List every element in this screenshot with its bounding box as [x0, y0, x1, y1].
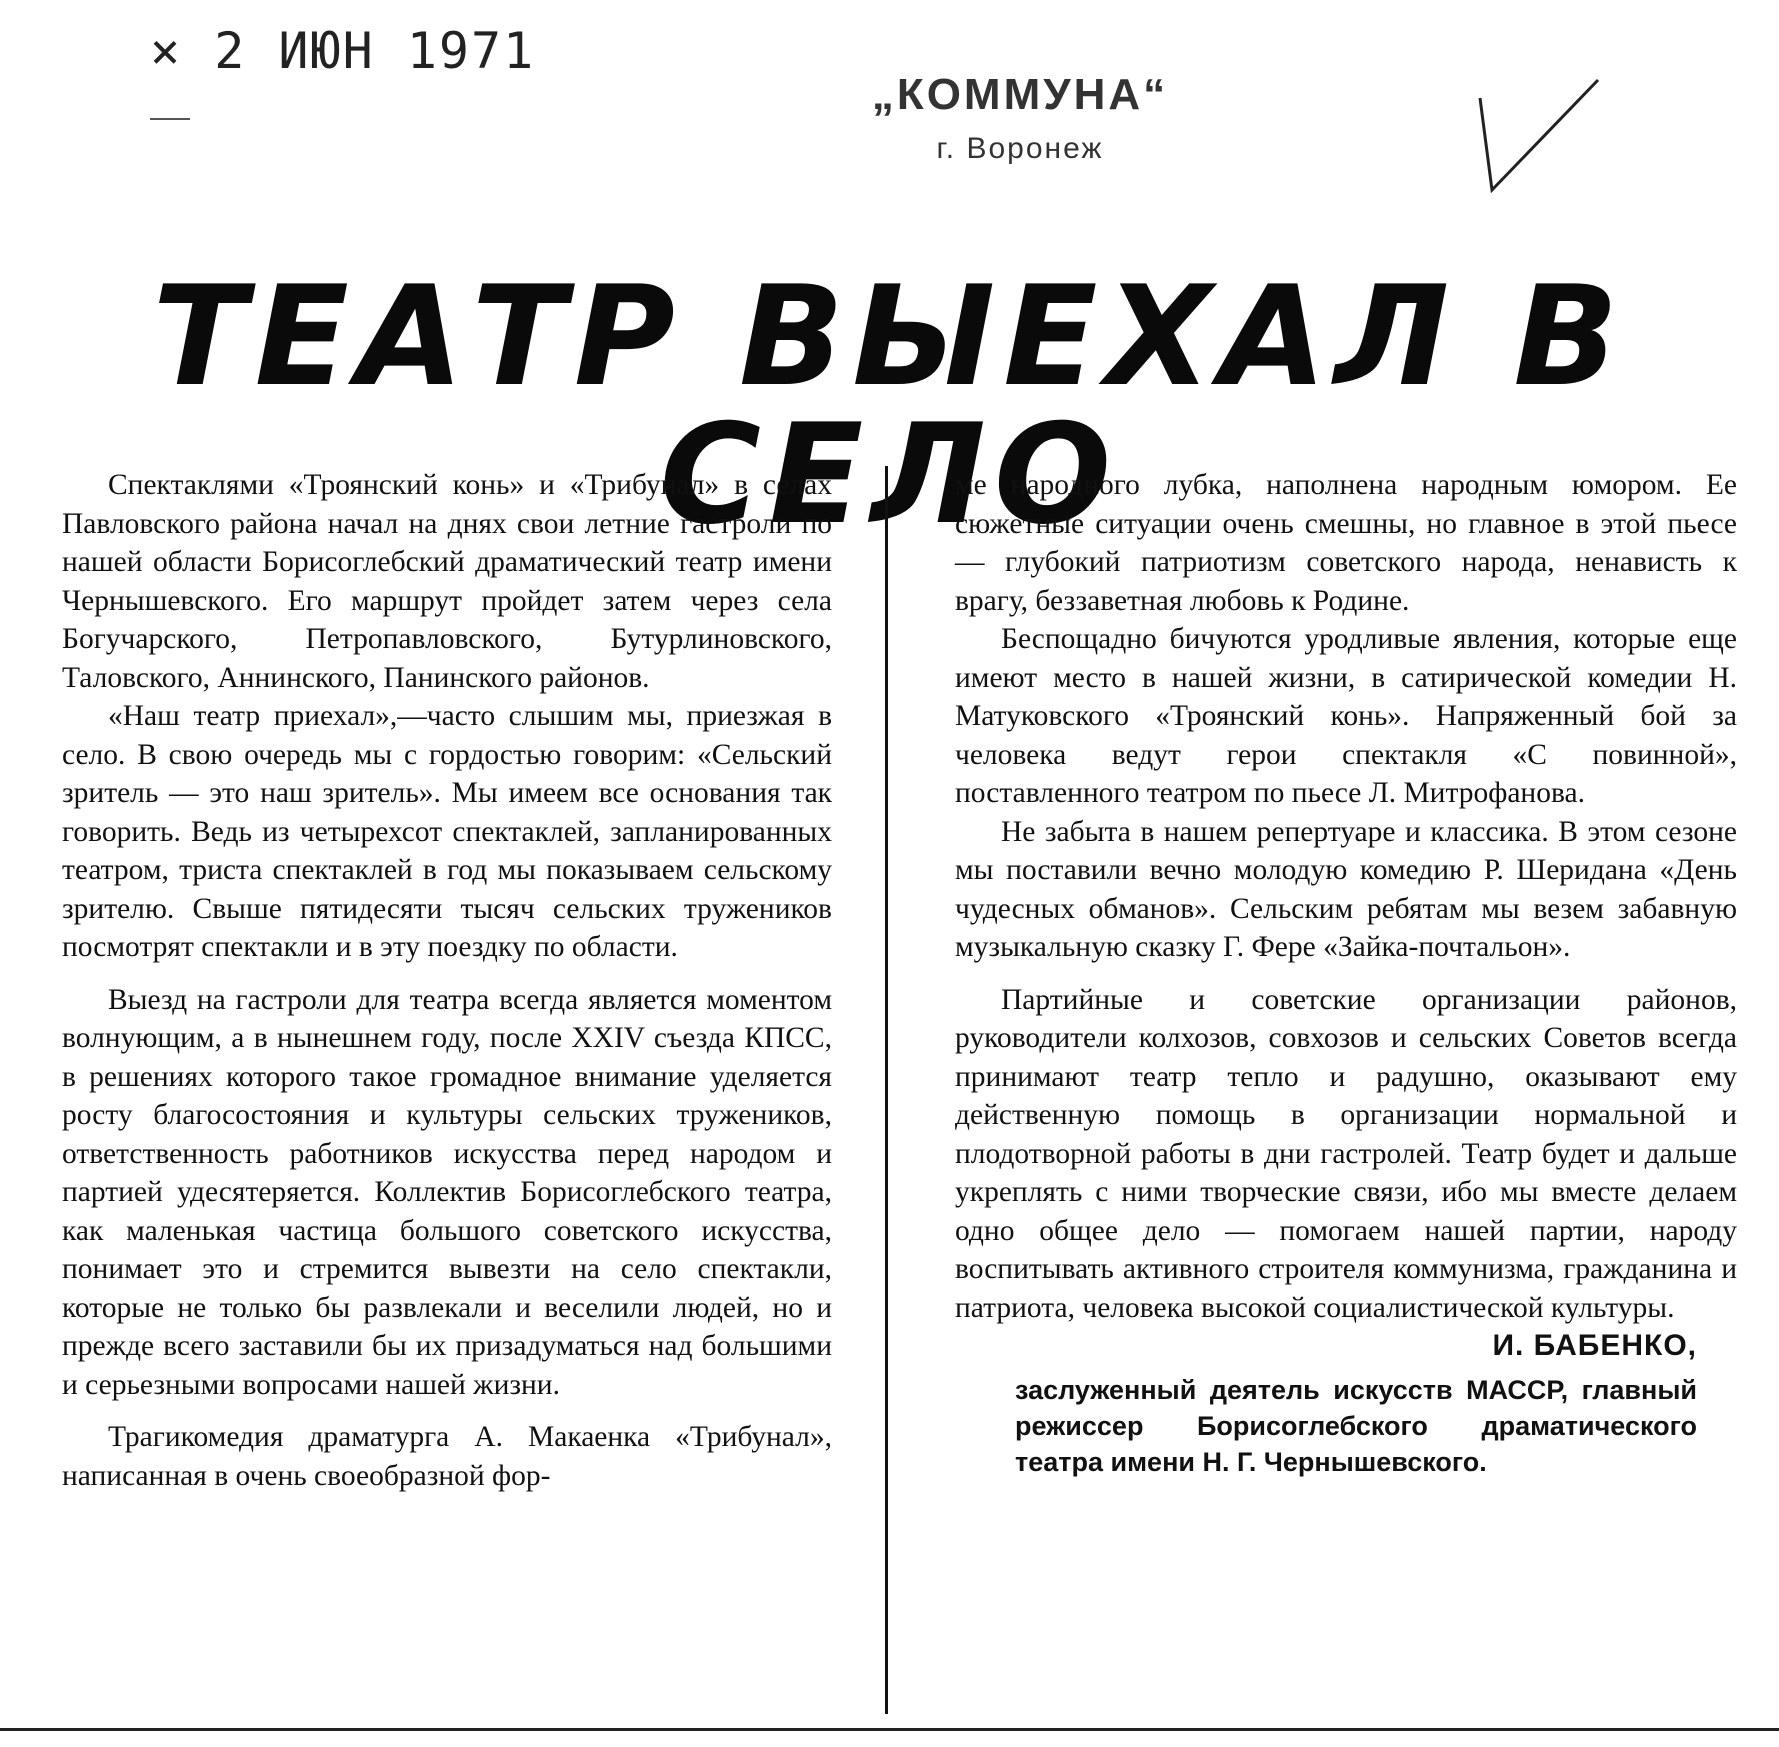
paragraph: Спектаклями «Троянский конь» и «Трибунал» в селах Павловского района начал на днях свои летние гастроли по нашей области Борисоглебский драматический театр имени Чернышевского. Его маршрут пройдет затем через села Богучарского, Петропавловского, Бутурлиновского, Таловского, Аннинского, Панинского районов. — [62, 469, 832, 694]
column-divider — [885, 466, 888, 1714]
newspaper-city: г. Воронеж — [936, 132, 1104, 165]
newspaper-name: „КОММУНА“ — [871, 70, 1169, 119]
newspaper-stamp — [840, 70, 1200, 166]
right-column — [955, 466, 1737, 1480]
bottom-rule — [0, 1728, 1779, 1731]
paragraph: ме народного лубка, наполнена народным юмором. Ее сюжетные ситуации очень смешны, но главное в этой пьесе — глубокий патриотизм советского народа, ненависть к врагу, беззаветная любовь к Родине. — [955, 469, 1737, 617]
date-underline — [150, 118, 190, 120]
paragraph: «Наш театр приехал»,—часто слышим мы, приезжая в село. В свою очередь мы с гордостью говорим: «Сельский зритель — это наш зритель». Мы имеем все основания так говорить. Ведь из четырехсот спектаклей, запланированных театром, триста спектаклей в год мы показываем сельскому зрителю. Свыше пятидесяти тысяч сельских тружеников посмотрят спектакли и в эту поездку по области. — [62, 700, 832, 963]
paragraph: Трагикомедия драматурга А. Макаенка «Трибунал», написанная в очень своеобразной фор- — [62, 1421, 832, 1492]
paragraph: Беспощадно бичуются уродливые явления, которые еще имеют место в нашей жизни, в сатирической комедии Н. Матуковского «Троянский конь». Напряженный бой за человека ведут герои спектакля «С повинной», поставленного театром по пьесе Л. Митрофанова. — [955, 623, 1737, 809]
signature-line — [955, 1327, 1737, 1366]
author-credentials: заслуженный деятель искусств МАССР, главный режиссер Борисоглебского драматического театра имени Н. Г. Чернышевского. — [1015, 1374, 1697, 1477]
paragraph: Партийные и советские организации районов, руководители колхозов, совхозов и сельских Советов всегда принимают театр тепло и радушно, оказывают ему действенную помощь в организации нормальной и плодотворной работы в дни гастролей. Театр будет и дальше укреплять с ними творческие связи, ибо мы вместе делаем одно общее дело — помогаем нашей партии, народу воспитывать активного строителя коммунизма, гражданина и патриота, человека высокой социалистической культуры. — [955, 983, 1737, 1324]
archive-date-note: × 2 ИЮН 1971 — [150, 22, 536, 80]
article-headline: ТЕАТР ВЫЕХАЛ В СЕЛО — [152, 256, 1627, 555]
left-column — [62, 466, 832, 1495]
paragraph: Не забыта в нашем репертуаре и классика. В этом сезоне мы поставили вечно молодую комедию Р. Шеридана «День чудесных обманов». Сельским ребятам мы везем забавную музыкальную сказку Г. Фере «Зайка-почтальон». — [955, 815, 1737, 963]
checkmark-icon — [1470, 78, 1600, 198]
paragraph: Выезд на гастроли для театра всегда является моментом волнующим, а в нынешнем году, после XXIV съезда КПСС, в решениях которого такое громадное внимание уделяется росту благосостояния и культуры сельских тружеников, ответственность работников искусства перед народом и партией удесятеряется. Коллектив Борисоглебского театра, как маленькая частица большого советского искусства, понимает это и стремится вывезти на село спектакли, которые не только бы развлекали и веселили людей, но и прежде всего заставили бы их призадуматься над большими и серьезными вопросами нашей жизни. — [62, 983, 832, 1401]
author-name: И. БАБЕНКО, — [1492, 1329, 1697, 1362]
